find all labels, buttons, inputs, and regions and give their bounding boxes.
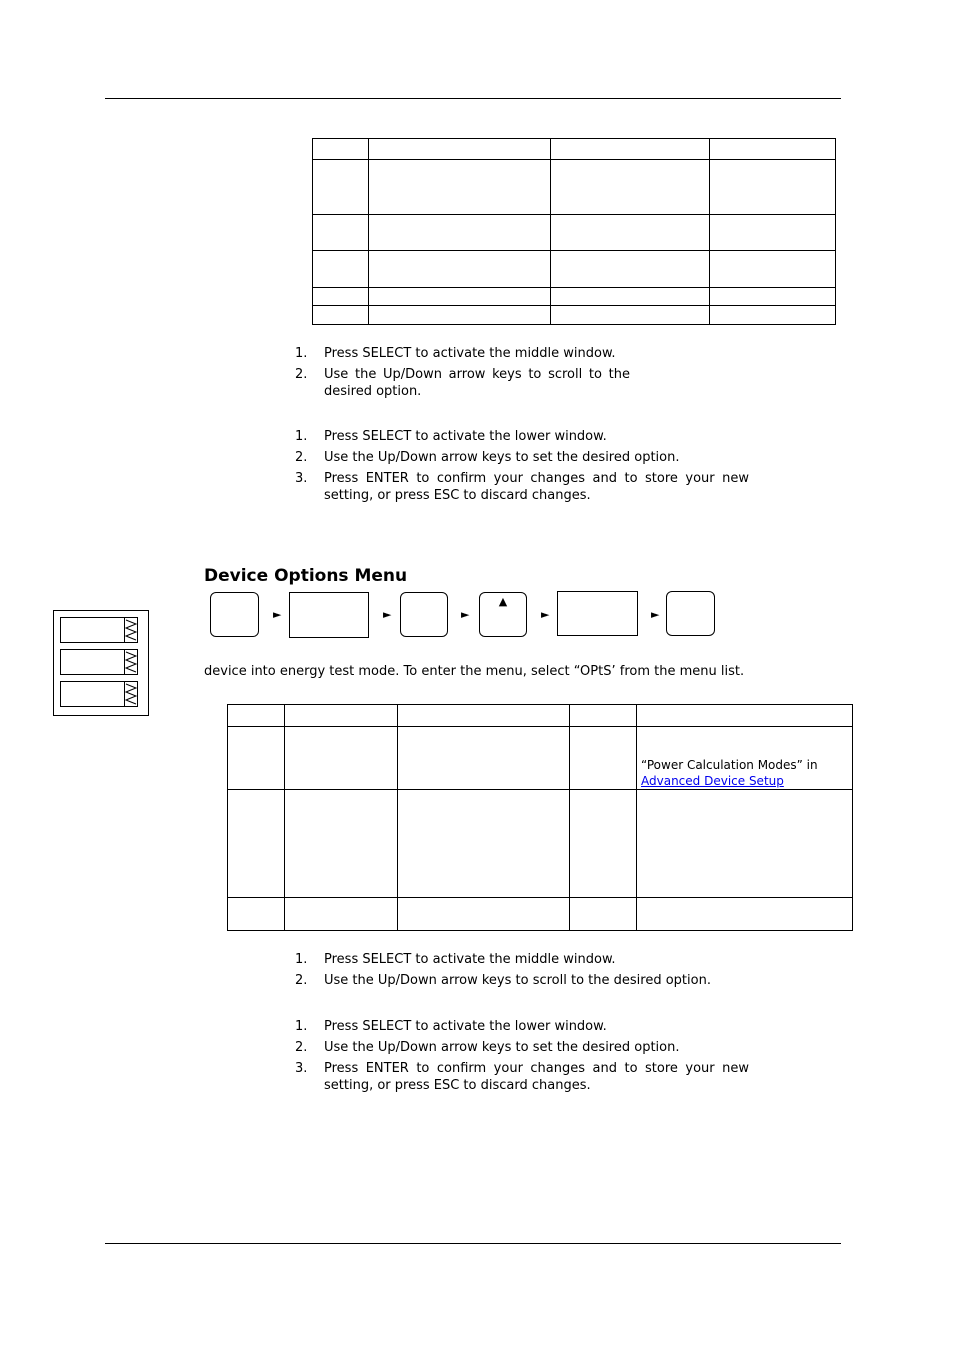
section-intro: device into energy test mode. To enter the menu, select “OPtS’ from the menu list. <box>204 664 745 679</box>
list-item: 3. Press ENTER to confirm your changes and to store your new setting, or press ESC to discard changes. <box>295 1061 749 1093</box>
up-arrow-key <box>479 592 527 637</box>
header-rule <box>105 98 841 99</box>
upper-set-steps <box>295 428 749 508</box>
list-item: 1. Press SELECT to activate the lower window. <box>295 429 607 444</box>
select-key <box>400 592 448 637</box>
up-arrow-icon: ▲ <box>498 595 508 608</box>
enter-key <box>666 591 715 636</box>
device-display-illustration <box>53 610 149 716</box>
zigzag-indicator-icon <box>124 650 137 674</box>
table-row <box>313 215 836 251</box>
device-options-table <box>227 704 853 931</box>
right-arrow-icon: ► <box>273 608 282 621</box>
right-arrow-icon: ► <box>651 608 660 621</box>
lower-window <box>60 681 138 707</box>
list-item: 2. Use the Up/Down arrow keys to scroll to the desired option. <box>295 367 630 399</box>
list-item: 3. Press ENTER to confirm your changes and to store your new setting, or press ESC to discard changes. <box>295 471 749 503</box>
table-row <box>313 306 836 325</box>
table-row <box>228 790 853 898</box>
footer-rule <box>105 1243 841 1244</box>
list-item: 2. Use the Up/Down arrow keys to scroll to the desired option. <box>295 973 711 988</box>
table-row <box>313 288 836 306</box>
right-arrow-icon: ► <box>461 608 470 621</box>
zigzag-indicator-icon <box>124 618 137 642</box>
lower-set-steps <box>295 1018 749 1098</box>
table-row <box>313 139 836 160</box>
lower-select-steps <box>295 951 749 993</box>
list-item: 1. Press SELECT to activate the lower window. <box>295 1019 607 1034</box>
list-item: 1. Press SELECT to activate the middle window. <box>295 346 616 361</box>
advanced-device-setup-link[interactable]: Advanced Device Setup <box>641 774 784 788</box>
option-display-box <box>557 591 638 636</box>
power-calc-note: “Power Calculation Modes” in Advanced Device Setup <box>637 727 853 790</box>
table-row <box>228 727 853 790</box>
table-row <box>313 251 836 288</box>
menu-key <box>210 592 259 637</box>
upper-window <box>60 617 138 643</box>
table-row <box>228 898 853 931</box>
right-arrow-icon: ► <box>541 608 550 621</box>
upper-settings-table <box>312 138 836 325</box>
table-row <box>313 160 836 215</box>
menu-display-box <box>289 592 369 638</box>
list-item: 1. Press SELECT to activate the middle window. <box>295 952 616 967</box>
upper-select-steps <box>295 345 630 404</box>
middle-window <box>60 649 138 675</box>
table-row <box>228 705 853 727</box>
zigzag-indicator-icon <box>124 682 137 706</box>
section-title: Device Options Menu <box>204 566 408 586</box>
right-arrow-icon: ► <box>383 608 392 621</box>
list-item: 2. Use the Up/Down arrow keys to set the desired option. <box>295 450 680 465</box>
list-item: 2. Use the Up/Down arrow keys to set the desired option. <box>295 1040 680 1055</box>
